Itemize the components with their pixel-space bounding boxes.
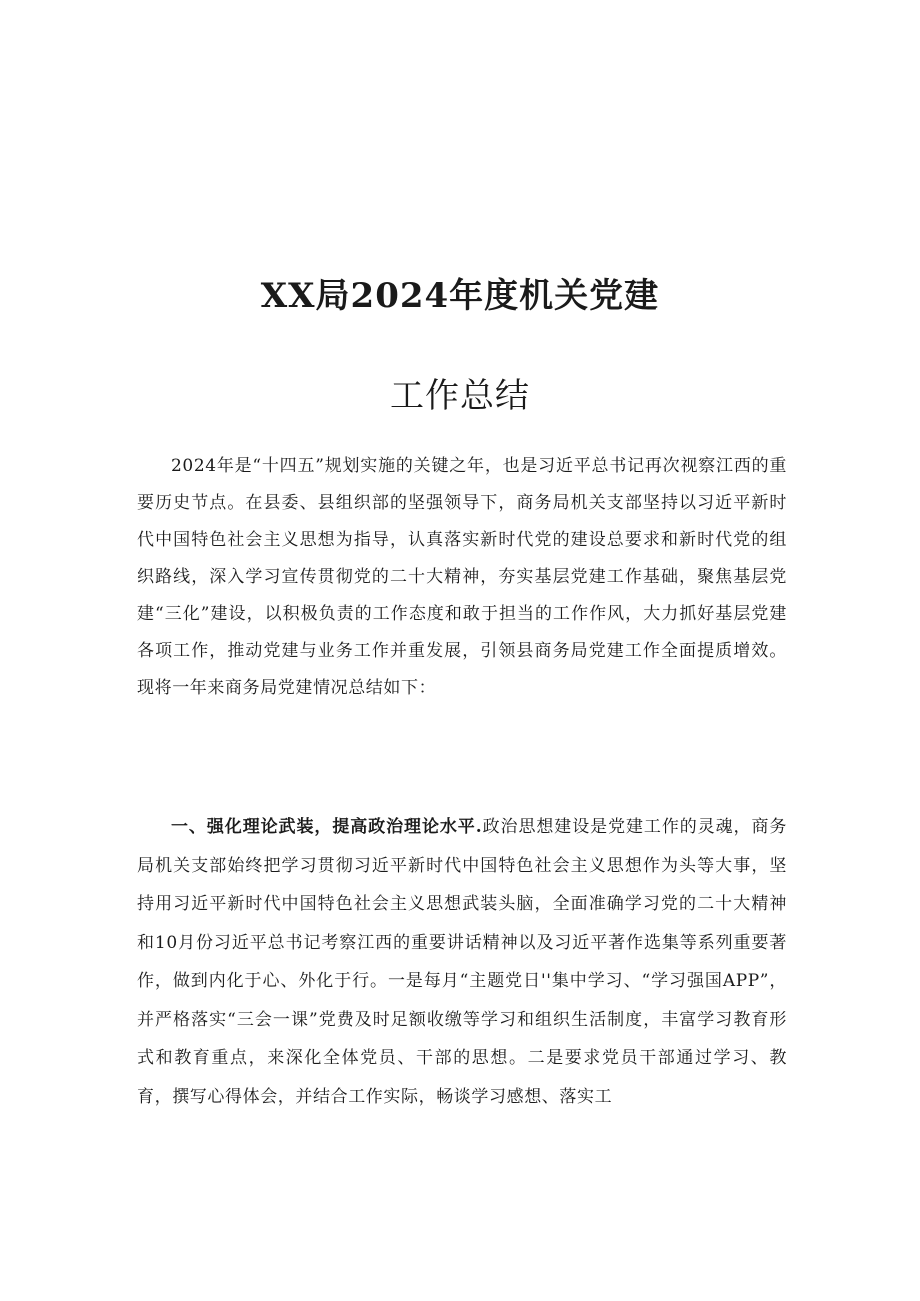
section-1-paragraph — [137, 808, 787, 1116]
document-title-line-2: 工作总结 — [390, 376, 530, 416]
intro-paragraph: 2024年是“十四五”规划实施的关键之年，也是习近平总书记再次视察江西的重要历史节点。在县委、县组织部的坚强领导下，商务局机关支部坚持以习近平新时代中国特色社会主义思想为指导，认真落实新时代党的建设总要求和新时代党的组织路线，深入学习宣传贯彻党的二十大精神，夯实基层党建工作基础，聚焦基层党建“三化”建设，以积极负责的工作态度和敢于担当的工作作风，大力抓好基层党建各项工作，推动党建与业务工作并重发展，引领县商务局党建工作全面提质增效。现将一年来商务局党建情况总结如下： — [137, 456, 787, 698]
document-title-line-1: XX局2024年度机关党建 — [260, 276, 660, 316]
section-1-body: 政治思想建设是党建工作的灵魂，商务局机关支部始终把学习贯彻习近平新时代中国特色社会主义思想作为头等大事，坚持用习近平新时代中国特色社会主义思想武装头脑，全面准确学习党的二十大精神和10月份习近平总书记考察江西的重要讲话精神以及习近平著作选集等系列重要著作，做到内化于心、外化于行。一是每月“主题党日''集中学习、“学习强国APP”，并严格落实“三会一课”党费及时足额收缴等学习和组织生活制度，丰富学习教育形式和教育重点，来深化全体党员、干部的思想。二是要求党员干部通过学习、教育，撰写心得体会，并结合工作实际，畅谈学习感想、落实工 — [137, 817, 788, 1107]
section-1-heading: 一、强化理论武装，提高政治理论水平. — [171, 817, 483, 837]
